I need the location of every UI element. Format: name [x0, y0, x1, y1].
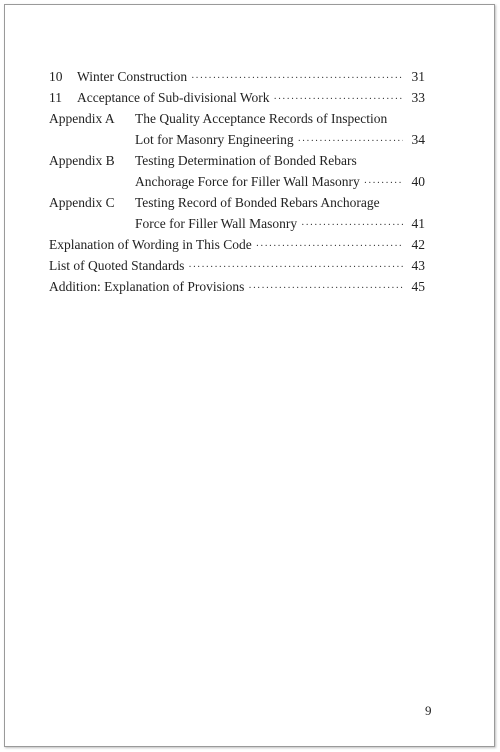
dot-leader	[298, 136, 403, 147]
toc-entry-page: 42	[411, 237, 425, 252]
toc-entry-number: 10	[49, 69, 63, 84]
toc-entry-number: 11	[49, 90, 62, 105]
toc-entry-page: 43	[411, 258, 425, 273]
toc-entry-title: Testing Determination of Bonded Rebars	[135, 153, 357, 168]
toc-entry-title-continued: Anchorage Force for Filler Wall Masonry	[135, 174, 360, 189]
toc-entry-addition[interactable]	[49, 279, 425, 300]
toc-entry-appendix-a-continued[interactable]	[49, 132, 425, 153]
table-of-contents	[49, 69, 425, 300]
toc-entry-title-continued: Force for Filler Wall Masonry	[135, 216, 298, 231]
toc-entry-page: 31	[411, 69, 425, 84]
toc-entry-title-continued: Lot for Masonry Engineering	[135, 132, 294, 147]
dot-leader	[188, 262, 403, 273]
toc-entry-appendix-c[interactable]	[49, 195, 425, 216]
toc-entry-title: Explanation of Wording in This Code	[49, 237, 252, 252]
toc-entry-page: 40	[411, 174, 425, 189]
dot-leader	[191, 73, 403, 84]
toc-entry-page: 45	[411, 279, 425, 294]
toc-entry-page: 33	[411, 90, 425, 105]
toc-entry-appendix-b-continued[interactable]	[49, 174, 425, 195]
dot-leader	[301, 220, 403, 231]
toc-entry-11[interactable]	[49, 90, 425, 111]
toc-entry-title: The Quality Acceptance Records of Inspection	[135, 111, 388, 126]
toc-entry-title: Acceptance of Sub-divisional Work	[77, 90, 270, 105]
toc-entry-label: Appendix B	[49, 153, 115, 168]
document-page	[4, 4, 495, 747]
page-number: 9	[425, 703, 432, 718]
dot-leader	[248, 283, 403, 294]
toc-entry-title: Testing Record of Bonded Rebars Anchorage	[135, 195, 380, 210]
dot-leader	[274, 94, 404, 105]
toc-entry-appendix-c-continued[interactable]	[49, 216, 425, 237]
toc-entry-label: Appendix C	[49, 195, 115, 210]
toc-entry-appendix-a[interactable]	[49, 111, 425, 132]
toc-entry-10[interactable]	[49, 69, 425, 90]
dot-leader	[256, 241, 403, 252]
toc-entry-page: 41	[411, 216, 425, 231]
toc-entry-title: List of Quoted Standards	[49, 258, 185, 273]
dot-leader	[364, 178, 403, 189]
toc-entry-page: 34	[411, 132, 425, 147]
toc-entry-explanation-of-wording[interactable]	[49, 237, 425, 258]
toc-entry-label: Appendix A	[49, 111, 115, 126]
toc-entry-quoted-standards[interactable]	[49, 258, 425, 279]
toc-entry-appendix-b[interactable]	[49, 153, 425, 174]
toc-entry-title: Winter Construction	[77, 69, 188, 84]
toc-entry-title: Addition: Explanation of Provisions	[49, 279, 245, 294]
